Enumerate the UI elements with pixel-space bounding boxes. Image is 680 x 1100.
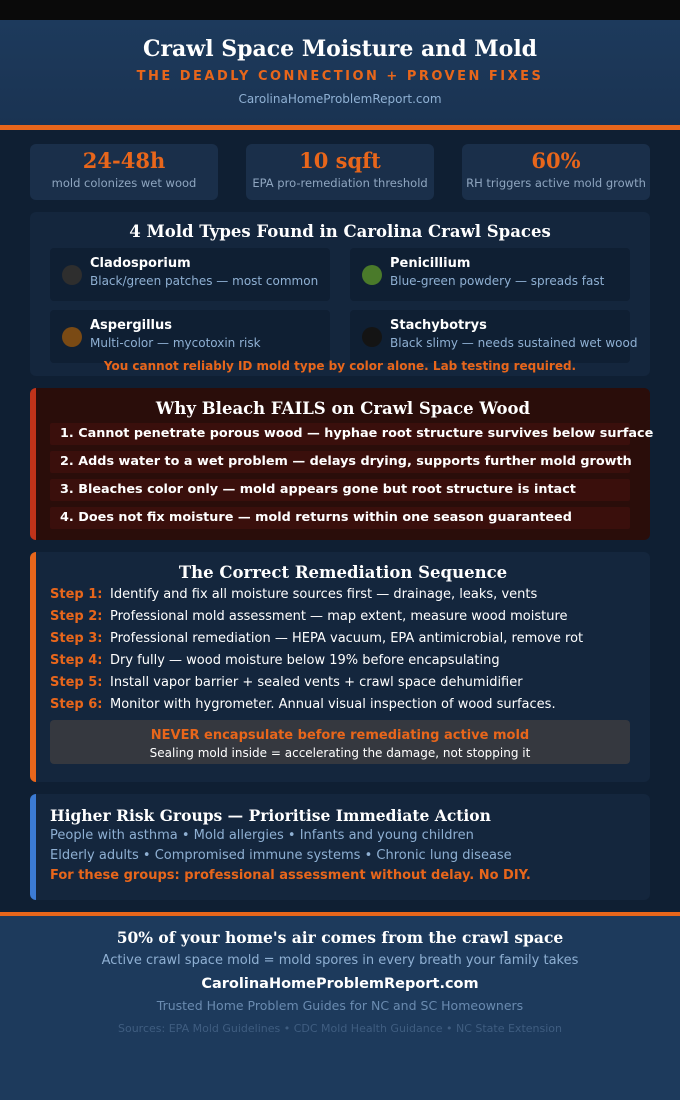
footer-subline: Active crawl space mold = mold spores in every breath your family takes <box>101 953 579 968</box>
footer <box>0 912 680 1100</box>
mold-item <box>350 248 630 301</box>
step-row <box>50 587 537 602</box>
mold-color-swatch <box>62 265 82 285</box>
step-label: Step 4: <box>50 653 103 668</box>
step-row <box>50 631 583 646</box>
risk-line: People with asthma • Mold allergies • Infants and young children <box>50 828 474 843</box>
mold-item <box>50 248 330 301</box>
mold-item <box>350 310 638 363</box>
footer-sources: Sources: EPA Mold Guidelines • CDC Mold Health Guidance • NC State Extension <box>117 1022 562 1035</box>
stat-card <box>30 144 218 200</box>
mold-desc: Black/green patches — most common <box>90 274 319 288</box>
page-subtitle: THE DEADLY CONNECTION + PROVEN FIXES <box>136 69 544 84</box>
step-label: Step 6: <box>50 697 103 712</box>
bleach-reason-text: 1. Cannot penetrate porous wood — hyphae root structure survives below surface <box>60 426 654 441</box>
mold-color-swatch <box>62 327 82 347</box>
never-heading: NEVER encapsulate before remediating active mold <box>150 728 530 743</box>
top-bar <box>0 0 680 20</box>
page-title: Crawl Space Moisture and Mold <box>142 36 538 62</box>
step-text: Dry fully — wood moisture below 19% before encapsulating <box>110 653 500 668</box>
mold-warning: You cannot reliably ID mold type by color alone. Lab testing required. <box>103 359 577 373</box>
bleach-reason <box>50 423 654 445</box>
remediation-sequence-card <box>30 552 650 782</box>
header-site-link[interactable]: CarolinaHomeProblemReport.com <box>238 92 442 106</box>
step-text: Professional remediation — HEPA vacuum, EPA antimicrobial, remove rot <box>110 631 584 646</box>
mold-name: Penicillium <box>390 256 471 271</box>
step-row <box>50 609 568 624</box>
stat-label: EPA pro-remediation threshold <box>252 176 428 190</box>
mold-desc: Multi-color — mycotoxin risk <box>90 336 261 350</box>
mold-types-title: 4 Mold Types Found in Carolina Crawl Spaces <box>129 222 551 241</box>
footer-headline: 50% of your home's air comes from the crawl space <box>116 928 564 947</box>
footer-tagline: Trusted Home Problem Guides for NC and SC Homeowners <box>156 998 524 1013</box>
step-text: Monitor with hygrometer. Annual visual inspection of wood surfaces. <box>110 697 556 712</box>
bleach-fails-card <box>30 388 654 540</box>
stat-label: RH triggers active mold growth <box>466 176 646 190</box>
step-label: Step 3: <box>50 631 103 646</box>
mold-name: Cladosporium <box>90 256 191 271</box>
stat-value: 60% <box>531 148 581 173</box>
step-text: Identify and fix all moisture sources first — drainage, leaks, vents <box>110 587 538 602</box>
stat-value: 10 sqft <box>299 148 381 173</box>
bleach-reason <box>50 507 630 529</box>
bleach-title: Why Bleach FAILS on Crawl Space Wood <box>155 399 531 418</box>
mold-types-card <box>30 212 650 376</box>
step-row <box>50 675 523 690</box>
risk-groups-card <box>30 794 650 900</box>
mold-color-swatch <box>362 265 382 285</box>
risk-title: Higher Risk Groups — Prioritise Immediate Action <box>50 806 491 825</box>
step-label: Step 1: <box>50 587 103 602</box>
mold-item <box>50 310 330 363</box>
stat-card <box>462 144 650 200</box>
step-row <box>50 697 556 712</box>
mold-desc: Black slimy — needs sustained wet wood <box>390 336 638 350</box>
bleach-reason <box>50 479 630 501</box>
step-row <box>50 653 500 668</box>
risk-line: Elderly adults • Compromised immune systems • Chronic lung disease <box>50 848 512 863</box>
mold-desc: Blue-green powdery — spreads fast <box>390 274 605 288</box>
bleach-reason-text: 2. Adds water to a wet problem — delays drying, supports further mold growth <box>60 454 632 469</box>
step-label: Step 5: <box>50 675 103 690</box>
footer-site-link[interactable]: CarolinaHomeProblemReport.com <box>201 976 479 992</box>
never-subtext: Sealing mold inside = accelerating the damage, not stopping it <box>149 746 531 760</box>
mold-name: Aspergillus <box>90 318 172 333</box>
bleach-reason-text: 4. Does not fix moisture — mold returns within one season guaranteed <box>60 510 572 525</box>
step-label: Step 2: <box>50 609 103 624</box>
stats-row <box>30 144 650 200</box>
never-encapsulate-callout <box>50 720 630 764</box>
header <box>0 20 680 130</box>
step-text: Install vapor barrier + sealed vents + crawl space dehumidifier <box>110 675 523 690</box>
mold-name: Stachybotrys <box>390 318 487 333</box>
sequence-title: The Correct Remediation Sequence <box>178 563 508 582</box>
mold-color-swatch <box>362 327 382 347</box>
step-text: Professional mold assessment — map extent, measure wood moisture <box>110 609 568 624</box>
stat-label: mold colonizes wet wood <box>51 176 197 190</box>
stat-value: 24-48h <box>82 148 166 173</box>
stat-card <box>246 144 434 200</box>
risk-action: For these groups: professional assessment without delay. No DIY. <box>50 868 531 883</box>
bleach-reason-text: 3. Bleaches color only — mold appears gone but root structure is intact <box>60 482 576 497</box>
bleach-reason <box>50 451 630 473</box>
